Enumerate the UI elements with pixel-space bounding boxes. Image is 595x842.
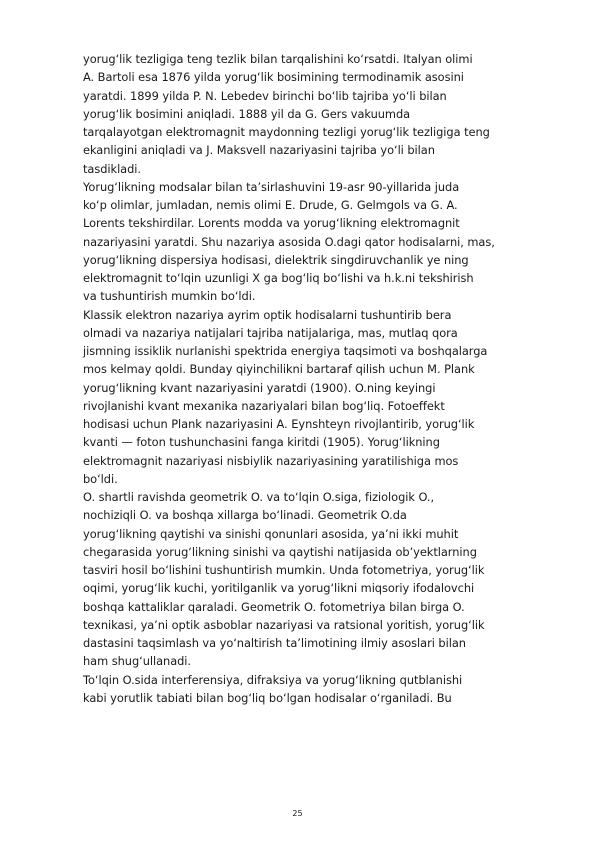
text-line: oqimi, yorug‘lik kuchi, yoritilganlik va yorug‘likni miqsoriy ifodalovchi <box>83 581 475 596</box>
text-line: hodisasi uchun Plank nazariyasini A. Eynshteyn rivojlantirib, yorug‘lik <box>83 417 475 431</box>
text-line: texnikasi, ya’ni optik asboblar nazariyasi va ratsional yoritish, yorug‘lik <box>83 617 485 632</box>
text-line: yorug‘lik bosimini aniqladi. 1888 yil da G. Gers vakuumda <box>83 106 411 121</box>
text-line: Yorug‘likning modsalar bilan ta’sirlashuvini 19-asr 90-yillarida juda <box>83 179 460 194</box>
text-line: va tushuntirish mumkin bo‘ldi. <box>83 289 256 304</box>
page-number: 25 <box>292 809 303 818</box>
text-line: tasviri hosil bo‘lishini tushuntirish mumkin. Unda fotometriya, yorug‘lik <box>83 563 485 577</box>
text-line: ekanligini aniqladi va J. Maksvell nazariyasini tajriba yo‘li bilan <box>83 143 435 158</box>
text-line: tasdikladi. <box>83 161 141 176</box>
text-line: yorug‘lik tezligiga teng tezlik bilan tarqalishini ko‘rsatdi. Italyan olimi <box>83 52 473 66</box>
text-line: chegarasida yorug‘likning sinishi va qaytishi natijasida ob’yektlarning <box>83 544 477 559</box>
text-line: yorug‘likning kvant nazariyasini yaratdi (1900). O.ning keyingi <box>83 380 436 395</box>
text-line: ko‘p olimlar, jumladan, nemis olimi E. Drude, G. Gelmgols va G. A. <box>83 198 458 212</box>
text-line: yorug‘likning qaytishi va sinishi qonunlari asosida, ya’ni ikki muhit <box>83 526 459 541</box>
text-line: elektromagnit to‘lqin uzunligi X ga bog‘liq bo‘lishi va h.k.ni tekshirish <box>83 271 474 285</box>
text-line: Klassik elektron nazariya ayrim optik hodisalarni tushuntirib bera <box>83 307 452 322</box>
text-line: To‘lqin O.sida interferensiya, difraksiya va yorug‘likning qutblanishi <box>83 672 463 687</box>
text-line: olmadi va nazariya natijalari tajriba natijalariga, mas, mutlaq qora <box>83 325 458 340</box>
text-line: tarqalayotgan elektromagnit maydonning tezligi yorug‘lik tezligiga teng <box>83 125 490 139</box>
text-line: A. Bartoli esa 1876 yilda yorug‘lik bosimining termodinamik asosini <box>83 70 464 85</box>
text-line: yaratdi. 1899 yilda P. N. Lebedev birinchi bo‘lib tajriba yo‘li bilan <box>83 88 447 103</box>
text-line: mos kelmay qoldi. Bunday qiyinchilikni bartaraf qilish uchun M. Plank <box>83 362 475 377</box>
text-line: rivojlanishi kvant mexanika nazariyalari bilan bog‘liq. Fotoeffekt <box>83 398 445 413</box>
text-line: bo‘ldi. <box>83 471 118 486</box>
text-line: elektromagnit nazariyasi nisbiylik nazariyasining yaratilishiga mos <box>83 453 459 468</box>
text-line: boshqa kattaliklar qaraladi. Geometrik O. fotometriya bilan birga O. <box>83 599 465 614</box>
text-line: O. shartli ravishda geometrik O. va to‘lqin O.siga, fiziologik O., <box>83 490 435 504</box>
text-line: jismning issiklik nurlanishi spektrida energiya taqsimoti va boshqalarga <box>83 344 488 358</box>
text-line: yorug‘likning dispersiya hodisasi, dielektrik singdiruvchanlik ye ning <box>83 252 469 267</box>
text-line: ham shug‘ullanadi. <box>83 654 191 669</box>
body-text <box>83 50 563 707</box>
text-line: Lorents tekshirdilar. Lorents modda va yorug‘likning elektromagnit <box>83 216 460 231</box>
text-line: nazariyasini yaratdi. Shu nazariya asosida O.dagi qator hodisalarni, mas, <box>83 234 495 249</box>
text-line: dastasini taqsimlash va yo‘naltirish ta’limotining ilmiy asoslari bilan <box>83 636 466 650</box>
text-line: nochiziqli O. va boshqa xillarga bo‘linadi. Geometrik O.da <box>83 508 407 523</box>
text-line: kabi yorutlik tabiati bilan bog‘liq bo‘lgan hodisalar o‘rganiladi. Bu <box>83 690 452 705</box>
text-line: kvanti — foton tushunchasini fanga kiritdi (1905). Yorug‘likning <box>83 435 440 450</box>
